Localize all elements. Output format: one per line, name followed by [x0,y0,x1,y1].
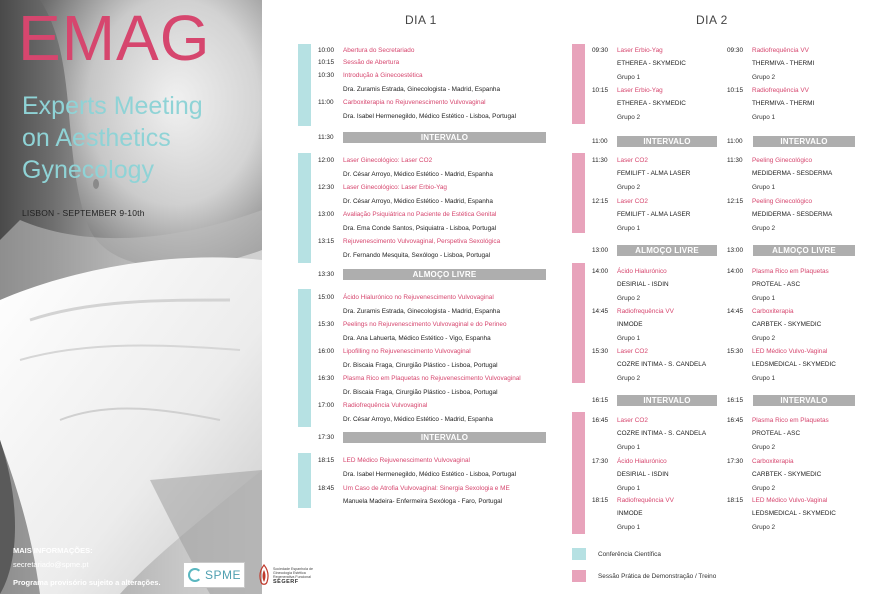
practice-time: 18:15 [592,497,608,504]
session-time: 11:00 [318,99,334,106]
practice-company: CARBTEK - SKYMEDIC [752,321,822,328]
session-title: Peelings no Rejuvenescimento Vulvovaginal e do Perineo [343,321,507,328]
practice-company: PROTEAL - ASC [752,430,801,437]
practice-group: Grupo 1 [617,485,641,492]
practice-group: Grupo 1 [752,375,776,382]
more-info-label: MAIS INFORMAÇÕES: [13,546,93,555]
interval-bar: INTERVALO [753,395,855,406]
subtitle-line: Experts Meeting [22,92,203,120]
practice-time: 18:15 [727,497,743,504]
practice-group: Grupo 2 [617,114,641,121]
practice-title: Carboxiterapia [752,308,794,315]
session-time: 18:15 [318,457,334,464]
practice-title: Laser Erbio-Yag [617,47,663,54]
practice-time: 17:30 [727,458,743,465]
speaker-line: Dra. Ema Conde Santos, Psiquiatra - Lisboa, Portugal [343,225,497,232]
interval-time: 13:00 [592,247,608,254]
practice-company: ETHEREA - SKYMEDIC [617,100,686,107]
segerf-flame-icon [258,564,270,588]
speaker-line: Dra. Zuramis Estrada, Ginecologista - Madrid, Espanha [343,308,500,315]
practice-company: LEDSMEDICAL - SKYMEDIC [752,361,836,368]
interval-time: 13:30 [318,271,334,278]
practice-time: 11:30 [727,157,743,164]
practice-title: Laser CO2 [617,157,648,164]
interval-bar: ALMOÇO LIVRE [617,245,717,256]
session-time: 10:00 [318,47,334,54]
legend-label-science: Conferência Científica [598,551,661,558]
practice-time: 16:45 [727,417,743,424]
practice-time: 12:15 [592,198,608,205]
practice-company: MEDIDERMA - SESDERMA [752,170,833,177]
disclaimer-text: Programa provisório sujeito a alterações. [13,578,161,587]
subtitle-line: Gynecology [22,156,155,184]
interval-bar: ALMOÇO LIVRE [343,269,546,280]
practice-title: Radiofrequência VV [752,47,809,54]
practice-group: Grupo 1 [617,524,641,531]
practice-title: Laser CO2 [617,348,648,355]
interval-time: 11:30 [318,134,334,141]
session-title: Laser Ginecológico: Laser Erbio-Yag [343,184,447,191]
session-time: 16:30 [318,375,334,382]
practice-title: LED Médico Vulvo-Vaginal [752,497,828,504]
session-time: 13:00 [318,211,334,218]
practice-time: 14:45 [727,308,743,315]
speaker-line: Dra. Isabel Hermenegildo, Médico Estético - Lisboa, Portugal [343,471,516,478]
speaker-line: Dr. César Arroyo, Médico Estético - Madrid, Espanha [343,171,493,178]
subtitle-line: on Aesthetics [22,124,171,152]
speaker-line: Dr. Fernando Mesquita, Sexólogo - Lisboa, Portugal [343,252,491,259]
session-time: 15:30 [318,321,334,328]
practice-group: Grupo 1 [617,444,641,451]
practice-group: Grupo 2 [617,295,641,302]
session-title: Rejuvenescimento Vulvovaginal, Perspetiva Sexológica [343,238,501,245]
legend-swatch-practical [572,570,586,582]
session-time: 12:30 [318,184,334,191]
practice-title: LED Médico Vulvo-Vaginal [752,348,828,355]
interval-time: 11:00 [727,138,743,145]
practice-group: Grupo 2 [752,524,776,531]
practice-group: Grupo 2 [617,375,641,382]
practice-title: Radiofrequência VV [617,308,674,315]
session-title: Radiofrequência Vulvovaginal [343,402,428,409]
session-time: 15:00 [318,294,334,301]
legend-swatch-science [572,548,586,560]
speaker-line: Dr. Biscaia Fraga, Cirurgião Plástico - Lisboa, Portugal [343,362,498,369]
practice-company: DESIRIAL - ISDIN [617,281,669,288]
poster-panel [0,0,262,594]
speaker-line: Dr. César Arroyo, Médico Estético - Madrid, Espanha [343,416,493,423]
spme-logo-text: SPME [205,568,242,582]
practice-group: Grupo 2 [752,225,776,232]
practice-title: Peeling Ginecológico [752,157,813,164]
session-title: Ácido Hialurónico no Rejuvenescimento Vulvovaginal [343,294,494,301]
session-title: Um Caso de Atrofia Vulvovaginal: Sinergia Sexologia e ME [343,485,510,492]
speaker-line: Dr. Biscaia Fraga, Cirurgião Plástico - Lisboa, Portugal [343,389,498,396]
practice-group: Grupo 2 [752,74,776,81]
practice-company: LEDSMEDICAL - SKYMEDIC [752,510,836,517]
event-subtitle [22,90,203,186]
session-time: 13:15 [318,238,334,245]
practice-title: Radiofrequência VV [617,497,674,504]
practice-group: Grupo 1 [752,114,776,121]
practical-bar [572,412,585,534]
practice-title: Ácido Hialurónico [617,458,667,465]
practice-group: Grupo 1 [752,295,776,302]
segerf-line: Sociedade Espanhola de [273,566,313,571]
practice-time: 14:00 [727,268,743,275]
practice-title: Radiofrequência VV [752,87,809,94]
interval-time: 11:00 [592,138,608,145]
interval-bar: INTERVALO [753,136,855,147]
practice-title: Laser CO2 [617,198,648,205]
practice-group: Grupo 2 [752,444,776,451]
practice-company: CARBTEK - SKYMEDIC [752,471,822,478]
practice-time: 10:15 [727,87,743,94]
legend-label-practical: Sessão Prática de Demonstração / Treino [598,573,717,580]
practice-title: Ácido Hialurónico [617,268,667,275]
practice-time: 11:30 [592,157,608,164]
practice-time: 15:30 [592,348,608,355]
practice-company: FEMILIFT - ALMA LASER [617,211,691,218]
session-title: Lipofilling no Rejuvenescimento Vulvovaginal [343,348,471,355]
practice-group: Grupo 2 [617,184,641,191]
speaker-line: Dra. Isabel Hermenegildo, Médico Estético - Lisboa, Portugal [343,113,516,120]
session-title: Abertura do Secretariado [343,47,415,54]
segerf-logo [258,562,324,590]
practice-group: Grupo 2 [752,335,776,342]
contact-email-link[interactable]: secretariado@spme.pt [13,560,89,569]
practical-bar [572,153,585,233]
interval-time: 17:30 [318,434,334,441]
practice-company: COZRE INTIMA - S. CANDELA [617,430,707,437]
interval-time: 16:15 [727,397,743,404]
practice-company: INMODE [617,321,643,328]
practice-company: FEMILIFT - ALMA LASER [617,170,691,177]
interval-bar: INTERVALO [343,132,546,143]
interval-time: 16:15 [592,397,608,404]
event-logo-title: EMAG [18,2,211,74]
event-location-date: LISBON - SEPTEMBER 9-10th [22,208,145,218]
practice-time: 15:30 [727,348,743,355]
session-title: Avaliação Psiquiátrica no Paciente de Estética Genital [343,211,497,218]
practice-group: Grupo 1 [752,184,776,191]
practice-group: Grupo 1 [617,74,641,81]
session-title: LED Médico Rejuvenescimento Vulvovaginal [343,457,470,464]
session-time: 10:30 [318,72,334,79]
science-bar [298,153,311,263]
segerf-acronym: SEGERF [273,579,299,586]
practice-company: THERMIVA - THERMI [752,100,815,107]
practice-company: PROTEAL - ASC [752,281,801,288]
practice-company: DESIRIAL - ISDIN [617,471,669,478]
interval-bar: INTERVALO [343,432,546,443]
practice-time: 09:30 [727,47,743,54]
practice-time: 17:30 [592,458,608,465]
session-time: 17:00 [318,402,334,409]
practice-title: Plasma Rico em Plaquetas [752,268,829,275]
practice-time: 14:45 [592,308,608,315]
segerf-line: Regenerativa Funcional [273,575,311,580]
practice-group: Grupo 2 [752,485,776,492]
science-bar [298,44,311,126]
practice-time: 16:45 [592,417,608,424]
practice-title: Carboxiterapia [752,458,794,465]
practical-bar [572,44,585,124]
practice-time: 09:30 [592,47,608,54]
interval-bar: ALMOÇO LIVRE [753,245,855,256]
session-title: Carboxiterapia no Rejuvenescimento Vulvovaginal [343,99,486,106]
practice-time: 14:00 [592,268,608,275]
segerf-line: Ginecologia Estética [273,570,306,575]
speaker-line: Manuela Madeira- Enfermeira Sexóloga - Faro, Portugal [343,498,503,505]
practice-title: Laser CO2 [617,417,648,424]
practice-company: ETHEREA - SKYMEDIC [617,60,686,67]
spme-logo [183,562,245,588]
session-time: 16:00 [318,348,334,355]
session-title: Introdução à Ginecoestética [343,72,423,79]
practice-company: MEDIDERMA - SESDERMA [752,211,833,218]
practice-title: Peeling Ginecológico [752,198,813,205]
session-time: 12:00 [318,157,334,164]
spme-swirl-icon [188,568,202,582]
practice-time: 12:15 [727,198,743,205]
session-title: Laser Ginecológico: Laser CO2 [343,157,433,164]
speaker-line: Dra. Ana Lahuerta, Médico Estético - Vigo, Espanha [343,335,491,342]
speaker-line: Dr. César Arroyo, Médico Estético - Madrid, Espanha [343,198,493,205]
practice-company: INMODE [617,510,643,517]
practice-company: COZRE INTIMA - S. CANDELA [617,361,707,368]
interval-time: 13:00 [727,247,743,254]
practice-time: 10:15 [592,87,608,94]
speaker-line: Dra. Zuramis Estrada, Ginecologista - Madrid, Espanha [343,86,500,93]
session-time: 10:15 [318,59,334,66]
session-title: Plasma Rico em Plaquetas no Rejuvenescimento Vulvovaginal [343,375,521,382]
practice-title: Plasma Rico em Plaquetas [752,417,829,424]
interval-bar: INTERVALO [617,395,717,406]
practice-company: THERMIVA - THERMI [752,60,815,67]
science-bar [298,289,311,427]
interval-bar: INTERVALO [617,136,717,147]
session-title: Sessão de Abertura [343,59,400,66]
segerf-text [273,567,313,586]
session-time: 18:45 [318,485,334,492]
science-bar [298,453,311,508]
practical-bar [572,263,585,383]
practice-group: Grupo 1 [617,335,641,342]
practice-group: Grupo 1 [617,225,641,232]
day2-heading: DIA 2 [696,13,728,27]
practice-title: Laser Erbio-Yag [617,87,663,94]
day1-heading: DIA 1 [405,13,437,27]
